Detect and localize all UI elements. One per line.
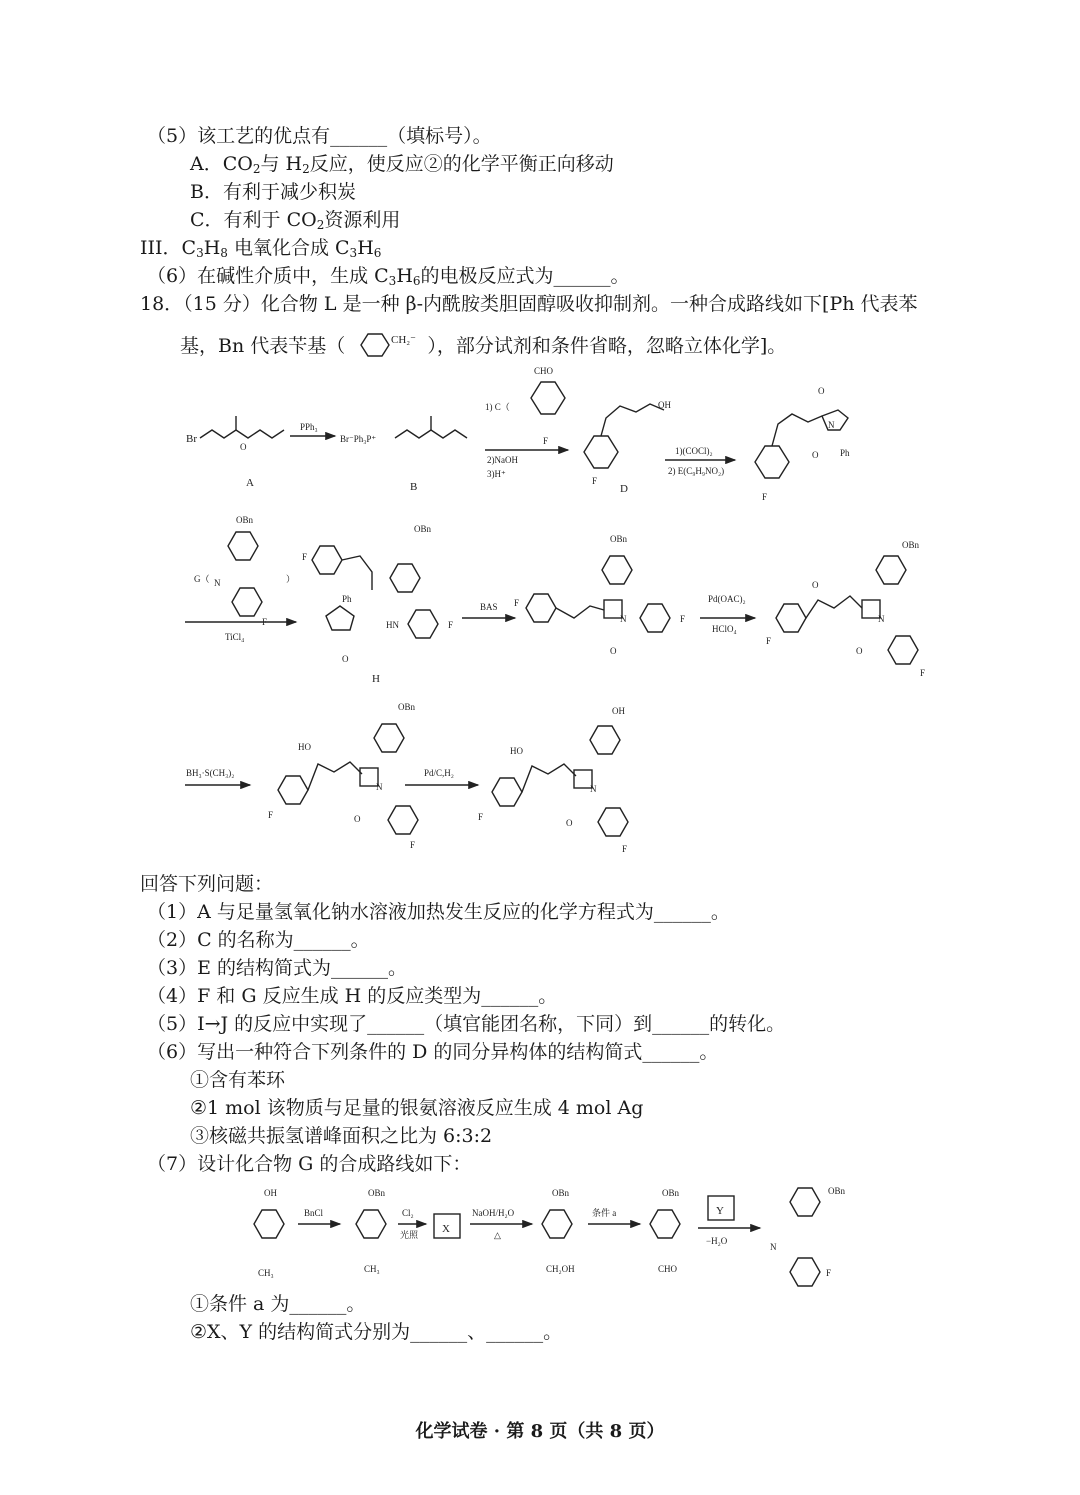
- svg-text:Y: Y: [716, 1205, 724, 1217]
- svg-text:CHO: CHO: [534, 366, 554, 376]
- svg-text:F: F: [268, 810, 274, 820]
- svg-text:−H₂O: −H₂O: [706, 1236, 728, 1246]
- svg-text:CHO: CHO: [658, 1264, 678, 1274]
- question-7: （7）设计化合物 G 的合成路线如下：: [147, 1153, 472, 1175]
- compound-a: [186, 416, 284, 489]
- answer-x-y: ②X、Y 的结构简式分别为______、______。: [190, 1321, 563, 1343]
- condition-3: ③核磁共振氢谱峰面积之比为 6:3:2: [190, 1125, 493, 1147]
- svg-text:OBn: OBn: [662, 1188, 680, 1198]
- compound-i: [514, 534, 685, 656]
- svg-text:NaOH/H₂O: NaOH/H₂O: [472, 1208, 515, 1218]
- label-h: H: [372, 673, 380, 685]
- svg-text:条件 a: 条件 a: [592, 1208, 617, 1218]
- svg-text:N: N: [878, 614, 885, 624]
- svg-text:F: F: [543, 436, 549, 446]
- svg-text:F: F: [766, 636, 772, 646]
- svg-text:N: N: [828, 420, 835, 430]
- compound-h: [302, 524, 453, 685]
- route-g-scheme: [230, 1180, 1080, 1290]
- q18-intro-line2: 基，Bn 代表苄基（ CH₂⁻ ），部分试剂和条件省略，忽略立体化学]。: [180, 330, 786, 360]
- question-4: （4）F 和 G 反应生成 H 的反应类型为______。: [147, 985, 558, 1007]
- compound-l: [478, 706, 628, 854]
- svg-text:1)(COCl)₂: 1)(COCl)₂: [675, 446, 713, 456]
- svg-text:N: N: [620, 614, 627, 624]
- svg-text:OBn: OBn: [610, 534, 628, 544]
- svg-text:PPh₃: PPh₃: [300, 422, 318, 432]
- label-d: D: [620, 483, 628, 495]
- svg-text:O: O: [856, 646, 863, 656]
- q5-option-c: C．有利于 $CO_2$资源利用: [190, 209, 401, 232]
- label-a: A: [246, 477, 254, 489]
- svg-text:BAS: BAS: [480, 602, 498, 612]
- questions-heading: 回答下列问题：: [140, 873, 274, 895]
- svg-text:OBn: OBn: [552, 1188, 570, 1198]
- svg-text:O: O: [240, 442, 247, 452]
- compound-k: [268, 702, 418, 850]
- svg-text:光照: 光照: [400, 1230, 419, 1240]
- condition-2: ②1 mol 该物质与足量的银氨溶液反应生成 4 mol Ag: [190, 1097, 644, 1119]
- svg-text:）: ）: [286, 574, 296, 584]
- compound-j: [766, 540, 925, 678]
- svg-text:F: F: [622, 844, 628, 854]
- svg-text:Cl₂: Cl₂: [402, 1208, 414, 1218]
- svg-text:F: F: [448, 620, 454, 630]
- svg-text:N: N: [770, 1242, 777, 1252]
- svg-text:O: O: [610, 646, 617, 656]
- svg-text:2) E(C₉H₉NO₂): 2) E(C₉H₉NO₂): [668, 466, 725, 476]
- benzyl-structure: [351, 330, 421, 360]
- synthesis-scheme: [0, 360, 1080, 860]
- svg-text:BnCl: BnCl: [304, 1208, 324, 1218]
- svg-text:OH: OH: [658, 400, 671, 410]
- svg-text:F: F: [410, 840, 416, 850]
- svg-text:3)H⁺: 3)H⁺: [487, 469, 506, 479]
- q18-intro-line1: 18．（15 分）化合物 L 是一种 β-内酰胺类胆固醇吸收抑制剂。一种合成路线如下[Ph 代表苯: [140, 293, 918, 315]
- question-1: （1）A 与足量氢氧化钠水溶液加热发生反应的化学方程式为______。: [147, 901, 730, 923]
- svg-text:OBn: OBn: [368, 1188, 386, 1198]
- svg-text:2)NaOH: 2)NaOH: [487, 455, 518, 465]
- svg-text:F: F: [920, 668, 926, 678]
- label-b: B: [410, 481, 418, 493]
- condition-1: ①含有苯环: [190, 1069, 286, 1091]
- svg-text:HO: HO: [510, 746, 523, 756]
- svg-text:OH: OH: [264, 1188, 277, 1198]
- svg-text:CH₃: CH₃: [258, 1268, 274, 1278]
- svg-text:HClO₄: HClO₄: [712, 624, 737, 634]
- svg-text:G（: G（: [194, 574, 210, 584]
- svg-text:Pd/C,H₂: Pd/C,H₂: [424, 768, 454, 778]
- svg-text:F: F: [514, 598, 520, 608]
- q6-text: （6）在碱性介质中，生成 $C_3H_6$的电极反应式为______。: [147, 265, 630, 288]
- svg-text:HN: HN: [386, 620, 399, 630]
- svg-text:F: F: [826, 1268, 832, 1278]
- svg-text:OBn: OBn: [828, 1186, 846, 1196]
- svg-text:OBn: OBn: [414, 524, 432, 534]
- q5-option-a: A．$CO_2$与 $H_2$反应，使反应②的化学平衡正向移动: [190, 153, 614, 176]
- compound-b: [340, 416, 467, 493]
- compound-f: [755, 386, 850, 502]
- svg-text:OBn: OBn: [398, 702, 416, 712]
- answer-condition-a: ①条件 a 为______。: [190, 1293, 366, 1315]
- svg-text:F: F: [762, 492, 768, 502]
- svg-text:Ph: Ph: [840, 448, 850, 458]
- svg-text:O: O: [812, 580, 819, 590]
- svg-text:F: F: [592, 476, 598, 486]
- svg-text:X: X: [442, 1223, 450, 1235]
- question-3: （3）E 的结构简式为______。: [147, 957, 407, 979]
- svg-text:N: N: [590, 784, 597, 794]
- svg-text:Ph: Ph: [342, 594, 352, 604]
- page-footer: 化学试卷 · 第 8 页（共 8 页）: [415, 1421, 665, 1442]
- question-6: （6）写出一种符合下列条件的 D 的同分异构体的结构简式______。: [147, 1041, 719, 1063]
- svg-text:O: O: [566, 818, 573, 828]
- svg-text:O: O: [818, 386, 825, 396]
- q5-option-b: B．有利于减少积炭: [190, 181, 356, 203]
- svg-text:Br⁻Ph₃P⁺: Br⁻Ph₃P⁺: [340, 434, 377, 444]
- svg-text:F: F: [302, 552, 308, 562]
- svg-text:BH₃·S(CH₃)₂: BH₃·S(CH₃)₂: [186, 768, 235, 778]
- svg-text:N: N: [376, 782, 383, 792]
- svg-text:O: O: [354, 814, 361, 824]
- svg-text:OBn: OBn: [902, 540, 920, 550]
- svg-text:F: F: [478, 812, 484, 822]
- svg-text:O: O: [342, 654, 349, 664]
- svg-text:△: △: [494, 1230, 501, 1240]
- svg-text:Br: Br: [186, 433, 197, 445]
- svg-text:CH₂OH: CH₂OH: [546, 1264, 575, 1274]
- svg-text:1) C（: 1) C（: [485, 402, 510, 412]
- svg-text:F: F: [680, 614, 686, 624]
- question-2: （2）C 的名称为______。: [147, 929, 370, 951]
- svg-text:F: F: [262, 617, 268, 627]
- svg-text:Pd(OAC)₂: Pd(OAC)₂: [708, 594, 746, 604]
- svg-text:N: N: [214, 578, 221, 588]
- question-5: （5）I→J 的反应中实现了______（填官能团名称，下同）到______的转化。: [147, 1013, 786, 1035]
- svg-text:O: O: [812, 450, 819, 460]
- svg-text:CH₂⁻: CH₂⁻: [391, 334, 417, 346]
- svg-text:TiCl₄: TiCl₄: [225, 632, 245, 642]
- svg-text:OBn: OBn: [236, 515, 254, 525]
- section-3-heading: III．$C_3H_8$ 电氧化合成 $C_3H_6$: [140, 237, 382, 260]
- svg-text:OH: OH: [612, 706, 625, 716]
- q5-stem: （5）该工艺的优点有______（填标号）。: [147, 125, 492, 147]
- svg-text:HO: HO: [298, 742, 311, 752]
- svg-text:CH₃: CH₃: [364, 1264, 380, 1274]
- compound-d: [584, 400, 671, 495]
